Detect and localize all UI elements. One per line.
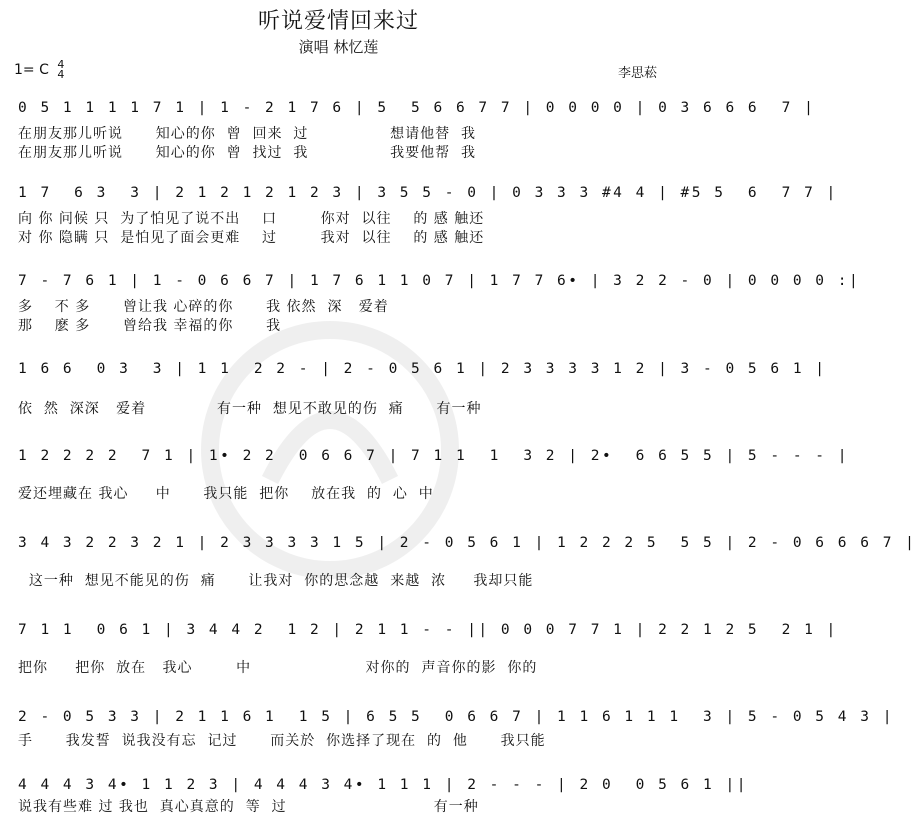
- score-system: [18, 95, 816, 165]
- lyric-line: 这一种 想见不能见的伤 痛 让我对 你的思念越 来越 浓 我却只能: [18, 573, 534, 589]
- score-system: [18, 356, 827, 417]
- notation-line: 7 - 7 6 1 | 1 - 0 6 6 7 | 1 7 6 1 1 0 7 | 1 7 7 6• | 3 2 2 - 0 | 0 0 0 0 :|: [18, 273, 861, 289]
- time-unit: 4: [57, 68, 65, 81]
- singer-credit: 演唱 林忆莲: [298, 38, 379, 56]
- lyric-line: 那 麽 多 曾给我 幸福的你 我: [18, 318, 282, 334]
- score-system: [18, 180, 838, 250]
- lyric-line: 在朋友那儿听说 知心的你 曾 找过 我 我要他帮 我: [18, 145, 477, 161]
- lyric-line: 多 不 多 曾让我 心碎的你 我 依然 深 爱着: [18, 299, 389, 315]
- lyric-line: 爱还埋藏在 我心 中 我只能 把你 放在我 的 心 中: [18, 486, 434, 502]
- author-credit: 李思菘: [617, 66, 657, 81]
- lyric-line: 手 我发誓 说我没有忘 记过 而关於 你选择了现在 的 他 我只能: [18, 733, 546, 749]
- lyric-line: 依 然 深深 爱着 有一种 想见不敢见的伤 痛 有一种: [18, 401, 482, 417]
- score-system: [18, 268, 861, 338]
- score-system: [18, 772, 748, 822]
- notation-line: 0 5 1 1 1 1 7 1 | 1 - 2 1 7 6 | 5 5 6 6 7 7 | 0 0 0 0 | 0 3 6 6 6 7 |: [18, 100, 816, 116]
- lyric-line: 对 你 隐瞒 只 是怕见了面会更难 过 我对 以往 的 感 触还: [18, 230, 485, 246]
- score-system: [18, 617, 838, 677]
- lyric-line: 在朋友那儿听说 知心的你 曾 回来 过 想请他替 我: [18, 126, 477, 142]
- lyric-line: 把你 把你 放在 我心 中 对你的 声音你的影 你的: [18, 660, 538, 676]
- notation-line: 1 6 6 0 3 3 | 1 1 2 2 - | 2 - 0 5 6 1 | 2 3 3 3 3 1 2 | 3 - 0 5 6 1 |: [18, 361, 827, 377]
- key-signature: [14, 60, 64, 80]
- notation-line: 3 4 3 2 2 3 2 1 | 2 3 3 3 3 1 5 | 2 - 0 5 6 1 | 1 2 2 2 5 5 5 | 2 - 0 6 6 6 7 |: [18, 535, 916, 551]
- notation-line: 1 2 2 2 2 7 1 | 1• 2 2 0 6 6 7 | 7 1 1 1 3 2 | 2• 6 6 5 5 | 5 - - - |: [18, 448, 850, 464]
- song-title: 听说爱情回来过: [257, 9, 419, 34]
- key-label: 1= C: [14, 62, 49, 78]
- lyric-line: 向 你 问候 只 为了怕见了说不出 口 你对 以往 的 感 触还: [18, 211, 485, 227]
- score-system: [18, 443, 850, 503]
- notation-line: 1 7 6 3 3 | 2 1 2 1 2 1 2 3 | 3 5 5 - 0 | 0 3 3 3 #4 4 | #5 5 6 7 7 |: [18, 185, 838, 201]
- lyric-line: 说我有些难 过 我也 真心真意的 等 过 有一种: [18, 799, 479, 815]
- score-system: [18, 704, 894, 754]
- score-system: [18, 530, 916, 590]
- time-signature: [57, 60, 64, 80]
- notation-line: 7 1 1 0 6 1 | 3 4 4 2 1 2 | 2 1 1 - - || 0 0 0 7 7 1 | 2 2 1 2 5 2 1 |: [18, 622, 838, 638]
- notation-line: 2 - 0 5 3 3 | 2 1 1 6 1 1 5 | 6 5 5 0 6 6 7 | 1 1 6 1 1 1 3 | 5 - 0 5 4 3 |: [18, 709, 894, 725]
- time-beats: 4: [57, 58, 65, 71]
- notation-line: 4 4 4 3 4• 1 1 2 3 | 4 4 4 3 4• 1 1 1 | 2 - - - | 2 0 0 5 6 1 ||: [18, 777, 748, 793]
